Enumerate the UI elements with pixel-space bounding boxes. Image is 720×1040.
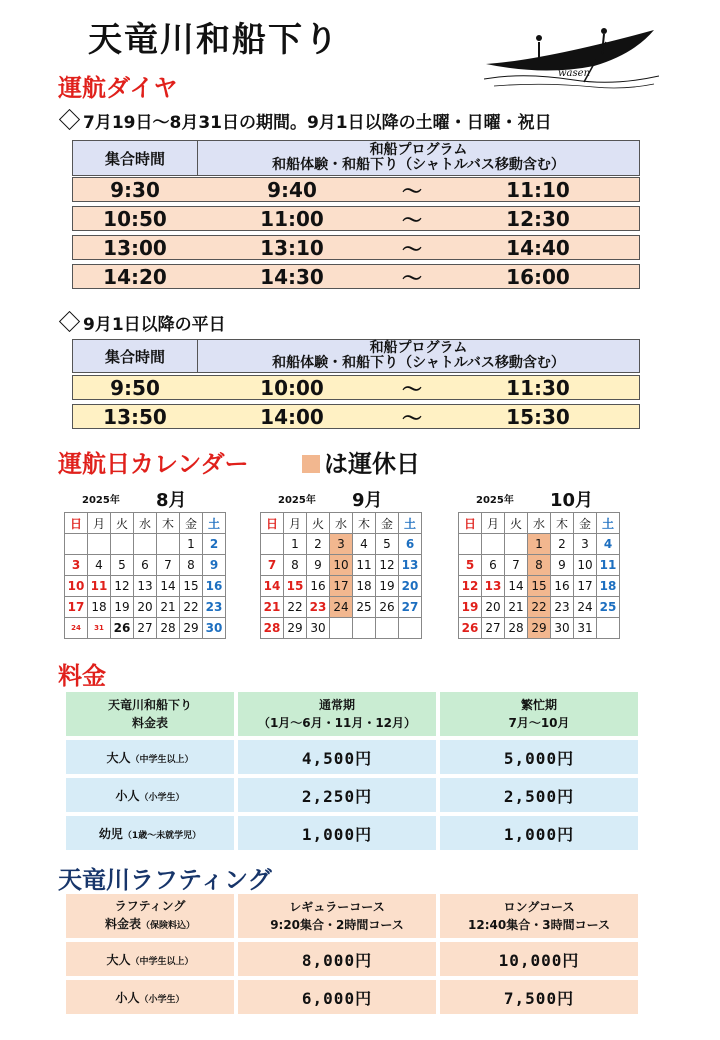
- calendar-day: 8: [180, 555, 203, 576]
- time-separator: ～: [402, 179, 422, 203]
- fee-price: 4,500円: [238, 740, 436, 774]
- calendar-day: 12: [376, 555, 399, 576]
- gather-time-header: 集合時間: [73, 141, 198, 175]
- weekday-label: 水: [134, 513, 157, 534]
- fee-category: 幼児: [98, 826, 123, 841]
- week-row: [261, 618, 422, 639]
- end-time: 12:30: [506, 206, 570, 231]
- period2-caption: 9月1日以降の平日: [58, 310, 226, 335]
- end-time: 14:40: [506, 235, 570, 260]
- fee-price: 6,000円: [238, 980, 436, 1014]
- calendar-day: [399, 618, 422, 639]
- gather-time: 9:50: [110, 375, 160, 400]
- fee-label: [66, 740, 234, 774]
- calendar-day: 16: [307, 576, 330, 597]
- calendar-day: 5: [111, 555, 134, 576]
- program-header: 和船プログラム 和船体験・和船下り（シャトルバス移動含む）: [272, 142, 565, 173]
- end-time: 11:30: [506, 375, 570, 400]
- calendar-grid: [64, 512, 226, 639]
- calendar-day: 21: [157, 597, 180, 618]
- closed-day-swatch: [302, 455, 320, 473]
- calendar-day: 25: [597, 597, 620, 618]
- rafting-title: 天竜川ラフティング: [58, 866, 272, 894]
- calendar-day: [482, 534, 505, 555]
- fee-header-row: [66, 692, 638, 736]
- fee-price: 1,000円: [440, 816, 638, 850]
- calendar-day: 14: [261, 576, 284, 597]
- fee-price: 5,000円: [440, 740, 638, 774]
- fee-category: 小人: [115, 788, 140, 803]
- calendar-day: 11: [88, 576, 111, 597]
- calendar-day: 30: [551, 618, 574, 639]
- schedule-row: [72, 177, 640, 202]
- calendar-day: 10: [65, 576, 88, 597]
- calendar-day: [505, 534, 528, 555]
- calendar-day: 2: [551, 534, 574, 555]
- calendar-day: 18: [597, 576, 620, 597]
- week-row: [459, 597, 620, 618]
- calendar-day: [330, 618, 353, 639]
- week-row: [65, 576, 226, 597]
- calendar-year: 2025年: [82, 495, 120, 506]
- weekday-label: 木: [551, 513, 574, 534]
- wasen-logo: [484, 24, 659, 92]
- fee-category-note: （中学生以上）: [130, 754, 194, 765]
- calendar-day: 19: [111, 597, 134, 618]
- weekday-label: 火: [111, 513, 134, 534]
- calendar-grid: [458, 512, 620, 639]
- calendar-day: 10: [574, 555, 597, 576]
- schedule-row: [72, 404, 640, 429]
- fee-category: 小人: [115, 990, 140, 1005]
- gather-time: 13:50: [103, 404, 167, 429]
- week-row: [261, 597, 422, 618]
- calendar-day: 9: [307, 555, 330, 576]
- calendar-day: 24: [65, 618, 88, 639]
- calendar-day: 20: [399, 576, 422, 597]
- gather-time: 9:30: [110, 177, 160, 202]
- calendar-day: 24: [330, 597, 353, 618]
- schedule-row: [72, 264, 640, 289]
- start-time: 11:00: [260, 206, 324, 231]
- week-row: [65, 618, 226, 639]
- calendar-day: 17: [330, 576, 353, 597]
- gather-time: 13:00: [103, 235, 167, 260]
- start-time: 10:00: [260, 375, 324, 400]
- fee-row: [66, 740, 638, 774]
- calendar-day: [88, 534, 111, 555]
- fee-price: 2,250円: [238, 778, 436, 812]
- regular-course-header: レギュラーコース 9:20集合・2時間コース: [238, 894, 436, 938]
- weekday-label: 金: [180, 513, 203, 534]
- start-time: 9:40: [267, 177, 317, 202]
- start-time: 14:00: [260, 404, 324, 429]
- calendar-day: [111, 534, 134, 555]
- fee-label: [66, 942, 234, 976]
- schedule-row: [72, 235, 640, 260]
- weekday-label: 土: [203, 513, 226, 534]
- calendar-day: 19: [459, 597, 482, 618]
- brand-title: 天竜川和船下り: [88, 20, 340, 60]
- weekday-label: 火: [307, 513, 330, 534]
- normal-season-header: 通常期 （1月～6月・11月・12月）: [238, 692, 436, 736]
- calendar-day: 3: [330, 534, 353, 555]
- fee-row: [66, 816, 638, 850]
- calendar-day: 29: [528, 618, 551, 639]
- calendar-day: 22: [528, 597, 551, 618]
- diamond-icon: [59, 311, 80, 332]
- period1-caption: 7月19日～8月31日の期間。9月1日以降の土曜・日曜・祝日: [58, 108, 552, 133]
- start-time: 14:30: [260, 264, 324, 289]
- time-separator: ～: [402, 406, 422, 430]
- fee-label: [66, 816, 234, 850]
- calendar-day: 23: [307, 597, 330, 618]
- schedule-row: [72, 206, 640, 231]
- calendar-day: 16: [551, 576, 574, 597]
- calendar-day: 24: [574, 597, 597, 618]
- calendar-day: 4: [597, 534, 620, 555]
- time-separator: ～: [402, 377, 422, 401]
- calendar-day: 8: [284, 555, 307, 576]
- calendar-day: 17: [574, 576, 597, 597]
- calendar-day: 23: [551, 597, 574, 618]
- calendar-day: 25: [353, 597, 376, 618]
- fees-title: 料金: [58, 662, 106, 690]
- weekday-label: 日: [261, 513, 284, 534]
- logo-text: wasen: [558, 68, 591, 79]
- calendar-day: 22: [180, 597, 203, 618]
- calendar-day: 12: [111, 576, 134, 597]
- calendar-day: 21: [505, 597, 528, 618]
- calendar-day: 1: [284, 534, 307, 555]
- fee-price: 2,500円: [440, 778, 638, 812]
- end-time: 15:30: [506, 404, 570, 429]
- weekday-label: 土: [597, 513, 620, 534]
- week-row: [261, 534, 422, 555]
- fee-price: 10,000円: [440, 942, 638, 976]
- gather-time-header: 集合時間: [73, 340, 198, 372]
- calendar-year: 2025年: [476, 495, 514, 506]
- calendar-day: 6: [482, 555, 505, 576]
- fee-price: 8,000円: [238, 942, 436, 976]
- calendar-day: [134, 534, 157, 555]
- week-row: [459, 576, 620, 597]
- calendar-day: 6: [134, 555, 157, 576]
- weekday-label: 火: [505, 513, 528, 534]
- calendar-day: 7: [157, 555, 180, 576]
- calendar-day: 13: [399, 555, 422, 576]
- time-separator: ～: [402, 266, 422, 290]
- fee-label: [66, 980, 234, 1014]
- calendar-day: 28: [157, 618, 180, 639]
- calendar-grid: [260, 512, 422, 639]
- calendar-day: 14: [157, 576, 180, 597]
- fee-row: [66, 980, 638, 1014]
- fee-table: [62, 688, 642, 854]
- calendar-day: 2: [307, 534, 330, 555]
- calendar-day: 29: [180, 618, 203, 639]
- calendar-day: [597, 618, 620, 639]
- calendar-day: 12: [459, 576, 482, 597]
- calendar-day: 27: [482, 618, 505, 639]
- weekday-label: 月: [482, 513, 505, 534]
- week-row: [65, 534, 226, 555]
- calendar-day: 15: [180, 576, 203, 597]
- calendar-month: 10月: [550, 490, 594, 511]
- calendar-day: 21: [261, 597, 284, 618]
- calendar-day: 31: [574, 618, 597, 639]
- calendar-day: 18: [353, 576, 376, 597]
- calendar-day: 3: [65, 555, 88, 576]
- calendar-day: 17: [65, 597, 88, 618]
- calendar-day: 8: [528, 555, 551, 576]
- gather-time: 10:50: [103, 206, 167, 231]
- fee-category: 大人: [106, 750, 131, 765]
- rafting-header-row: [66, 894, 638, 938]
- fee-price: 7,500円: [440, 980, 638, 1014]
- fee-label: [66, 778, 234, 812]
- calendar-day: 1: [528, 534, 551, 555]
- calendar-day: 14: [505, 576, 528, 597]
- week-row: [459, 555, 620, 576]
- calendar-day: 15: [284, 576, 307, 597]
- calendar-day: [65, 534, 88, 555]
- calendar-day: 4: [353, 534, 376, 555]
- busy-season-header: 繁忙期 7月～10月: [440, 692, 638, 736]
- calendar-day: 9: [203, 555, 226, 576]
- fee-category: 大人: [106, 952, 131, 967]
- calendar-day: 6: [399, 534, 422, 555]
- calendar-month: 8月: [156, 490, 187, 511]
- calendar-day: 10: [330, 555, 353, 576]
- end-time: 16:00: [506, 264, 570, 289]
- calendar-day: 31: [88, 618, 111, 639]
- long-course-header: ロングコース 12:40集合・3時間コース: [440, 894, 638, 938]
- week-row: [65, 597, 226, 618]
- fee-corner: 天竜川和船下り 料金表: [66, 692, 234, 736]
- schedule-title: 運航ダイヤ: [58, 74, 178, 102]
- calendar-day: 11: [597, 555, 620, 576]
- calendar-day: 23: [203, 597, 226, 618]
- calendar-day: 26: [459, 618, 482, 639]
- weekday-row: [65, 513, 226, 534]
- calendar-day: 1: [180, 534, 203, 555]
- calendar-year: 2025年: [278, 495, 316, 506]
- weekday-label: 水: [528, 513, 551, 534]
- week-row: [261, 555, 422, 576]
- fee-category-note: （小学生）: [139, 792, 185, 803]
- calendar-day: [157, 534, 180, 555]
- calendar-day: 19: [376, 576, 399, 597]
- calendar-day: 2: [203, 534, 226, 555]
- calendar-day: 4: [88, 555, 111, 576]
- period2-header: [72, 339, 640, 373]
- schedule-row: [72, 375, 640, 400]
- calendar-day: 30: [203, 618, 226, 639]
- period1-header: [72, 140, 640, 176]
- calendar-day: 16: [203, 576, 226, 597]
- program-header: 和船プログラム 和船体験・和船下り（シャトルバス移動含む）: [272, 340, 565, 371]
- fee-row: [66, 942, 638, 976]
- time-separator: ～: [402, 208, 422, 232]
- fee-category-note: （1歳～未就学児）: [122, 830, 202, 841]
- calendar-day: 29: [284, 618, 307, 639]
- weekday-row: [459, 513, 620, 534]
- calendar-day: [376, 618, 399, 639]
- gather-time: 14:20: [103, 264, 167, 289]
- fee-row: [66, 778, 638, 812]
- weekday-label: 木: [157, 513, 180, 534]
- calendar-day: 27: [399, 597, 422, 618]
- week-row: [459, 618, 620, 639]
- boat-logo-icon: [484, 24, 659, 92]
- weekday-label: 日: [65, 513, 88, 534]
- calendar-day: 30: [307, 618, 330, 639]
- calendar-day: 20: [134, 597, 157, 618]
- start-time: 13:10: [260, 235, 324, 260]
- weekday-label: 水: [330, 513, 353, 534]
- rafting-fee-table: [62, 890, 642, 1018]
- fee-price: 1,000円: [238, 816, 436, 850]
- week-row: [261, 576, 422, 597]
- calendar-day: 5: [376, 534, 399, 555]
- time-separator: ～: [402, 237, 422, 261]
- calendar-day: 5: [459, 555, 482, 576]
- weekday-label: 日: [459, 513, 482, 534]
- calendar-day: 3: [574, 534, 597, 555]
- calendar-day: 11: [353, 555, 376, 576]
- calendar-day: 13: [134, 576, 157, 597]
- calendar-day: 26: [111, 618, 134, 639]
- calendar-day: 28: [505, 618, 528, 639]
- week-row: [65, 555, 226, 576]
- rafting-corner: ラフティング 料金表（保険料込）: [66, 894, 234, 938]
- calendar-day: [459, 534, 482, 555]
- calendar-day: [353, 618, 376, 639]
- weekday-label: 月: [284, 513, 307, 534]
- week-row: [459, 534, 620, 555]
- weekday-label: 木: [353, 513, 376, 534]
- weekday-label: 土: [399, 513, 422, 534]
- calendar-day: 27: [134, 618, 157, 639]
- calendar-day: 28: [261, 618, 284, 639]
- calendar-day: 22: [284, 597, 307, 618]
- calendar-day: 15: [528, 576, 551, 597]
- weekday-label: 金: [376, 513, 399, 534]
- diamond-icon: [59, 109, 80, 130]
- weekday-label: 月: [88, 513, 111, 534]
- weekday-label: 金: [574, 513, 597, 534]
- calendar-day: 26: [376, 597, 399, 618]
- calendar-day: 13: [482, 576, 505, 597]
- end-time: 11:10: [506, 177, 570, 202]
- calendar-day: 7: [261, 555, 284, 576]
- fee-category-note: （小学生）: [139, 994, 185, 1005]
- calendar-day: 7: [505, 555, 528, 576]
- calendar-day: 20: [482, 597, 505, 618]
- calendar-day: [261, 534, 284, 555]
- calendar-title: 運航日カレンダー: [58, 450, 249, 478]
- fee-category-note: （中学生以上）: [130, 956, 194, 967]
- calendar-day: 18: [88, 597, 111, 618]
- calendar-legend: は運休日: [302, 444, 420, 479]
- weekday-row: [261, 513, 422, 534]
- calendar-month: 9月: [352, 490, 383, 511]
- calendar-day: 9: [551, 555, 574, 576]
